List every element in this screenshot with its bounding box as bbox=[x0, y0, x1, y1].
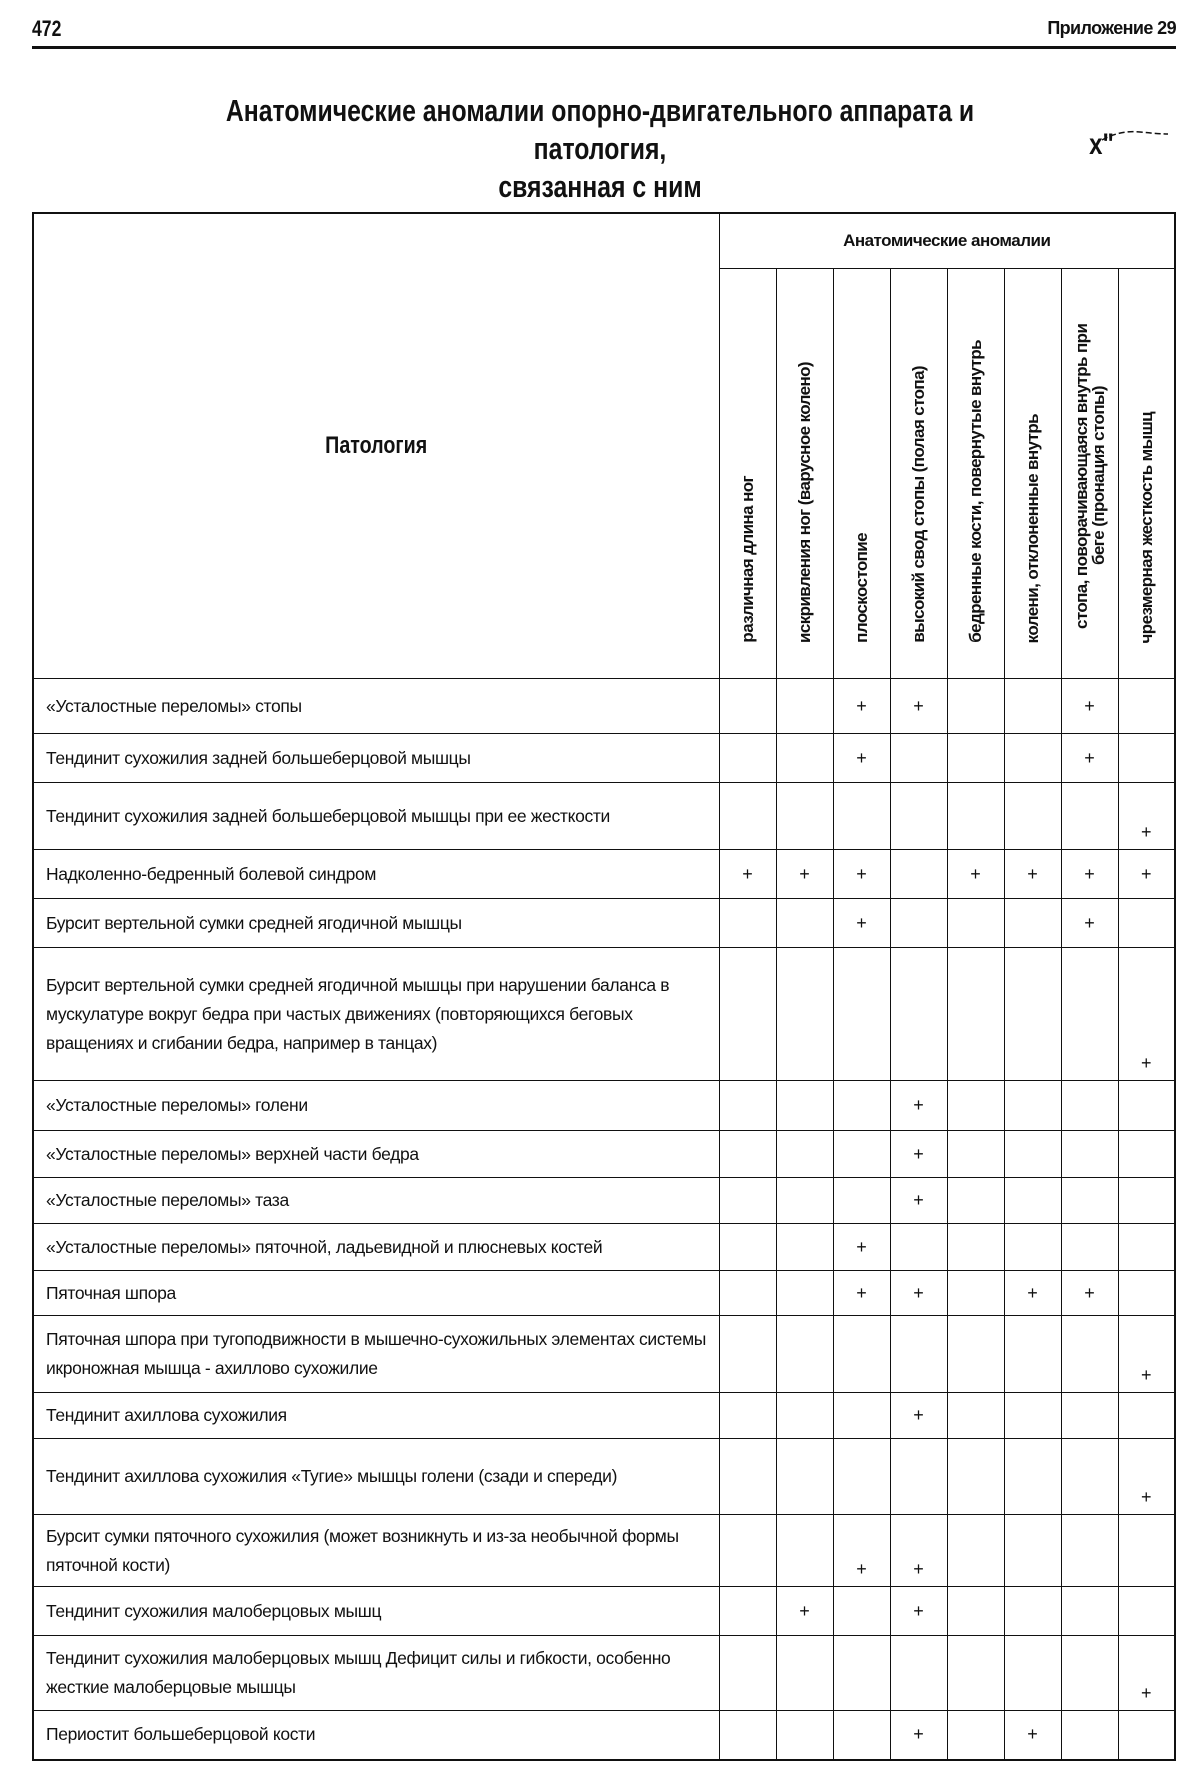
mark-cell bbox=[776, 1393, 833, 1439]
plus-mark: + bbox=[913, 1283, 924, 1303]
pathology-cell: Тендинит сухожилия задней большеберцовой мышцы при ее жесткости bbox=[33, 783, 719, 850]
mark-cell bbox=[947, 1316, 1004, 1393]
mark-cell bbox=[1061, 899, 1118, 948]
mark-cell bbox=[1004, 948, 1061, 1081]
mark-cell bbox=[1061, 1271, 1118, 1316]
plus-mark: + bbox=[913, 1559, 924, 1579]
mark-cell bbox=[1004, 850, 1061, 899]
mark-cell bbox=[719, 1393, 776, 1439]
mark-cell bbox=[890, 1393, 947, 1439]
plus-mark: + bbox=[1084, 913, 1095, 933]
column-header bbox=[947, 269, 1004, 679]
plus-mark: + bbox=[1084, 696, 1095, 716]
mark-cell bbox=[776, 783, 833, 850]
mark-cell bbox=[719, 1316, 776, 1393]
mark-cell bbox=[776, 948, 833, 1081]
plus-mark: + bbox=[1084, 748, 1095, 768]
mark-cell bbox=[1061, 948, 1118, 1081]
mark-cell bbox=[833, 1081, 890, 1131]
table-row bbox=[33, 783, 1175, 850]
column-header-label: стопа, поворачивающаяся внутрь при беге (пронация стопы) bbox=[1073, 269, 1107, 673]
pathology-cell: Тендинит сухожилия малоберцовых мышц Дефицит силы и гибкости, особенно жесткие малоберцовые мышцы bbox=[33, 1636, 719, 1711]
mark-cell bbox=[776, 1131, 833, 1178]
mark-cell bbox=[947, 899, 1004, 948]
mark-cell bbox=[776, 1271, 833, 1316]
mark-cell bbox=[776, 899, 833, 948]
plus-mark: + bbox=[970, 864, 981, 884]
plus-mark: + bbox=[856, 696, 867, 716]
plus-mark: + bbox=[799, 1601, 810, 1621]
header-rule bbox=[32, 46, 1176, 49]
mark-cell bbox=[1004, 1224, 1061, 1271]
mark-cell bbox=[947, 1393, 1004, 1439]
plus-mark: + bbox=[913, 1601, 924, 1621]
mark-cell bbox=[719, 1224, 776, 1271]
plus-mark: + bbox=[1027, 1724, 1038, 1744]
mark-cell bbox=[890, 734, 947, 783]
mark-cell bbox=[776, 679, 833, 734]
mark-cell bbox=[1118, 899, 1175, 948]
column-header-label: искривления ног (варусное колено) bbox=[796, 322, 813, 673]
mark-cell bbox=[833, 850, 890, 899]
mark-cell bbox=[833, 783, 890, 850]
mark-cell bbox=[1118, 1393, 1175, 1439]
plus-mark: + bbox=[913, 1405, 924, 1425]
mark-cell bbox=[833, 1178, 890, 1224]
mark-cell bbox=[1004, 1439, 1061, 1515]
mark-cell bbox=[1061, 1081, 1118, 1131]
mark-cell bbox=[1004, 1587, 1061, 1636]
mark-cell bbox=[776, 850, 833, 899]
mark-cell bbox=[776, 734, 833, 783]
mark-cell bbox=[1061, 783, 1118, 850]
pathology-header: Патология bbox=[95, 213, 658, 679]
plus-mark: + bbox=[856, 913, 867, 933]
mark-cell bbox=[776, 1587, 833, 1636]
mark-cell bbox=[947, 1711, 1004, 1760]
mark-cell bbox=[890, 948, 947, 1081]
mark-cell bbox=[1004, 1131, 1061, 1178]
plus-mark: + bbox=[856, 1237, 867, 1257]
mark-cell bbox=[890, 899, 947, 948]
mark-cell bbox=[947, 948, 1004, 1081]
plus-mark: + bbox=[1141, 1053, 1152, 1073]
table-row bbox=[33, 948, 1175, 1081]
mark-cell bbox=[890, 1439, 947, 1515]
mark-cell bbox=[947, 734, 1004, 783]
mark-cell bbox=[890, 679, 947, 734]
mark-cell bbox=[1004, 1316, 1061, 1393]
mark-cell bbox=[947, 1178, 1004, 1224]
pathology-cell: Тендинит ахиллова сухожилия bbox=[33, 1393, 719, 1439]
table-row bbox=[33, 679, 1175, 734]
mark-cell bbox=[890, 1587, 947, 1636]
mark-cell bbox=[719, 1131, 776, 1178]
mark-cell bbox=[1061, 1393, 1118, 1439]
mark-cell bbox=[947, 1587, 1004, 1636]
mark-cell bbox=[1118, 734, 1175, 783]
title-line-1: Анатомические аномалии опорно-двигательного аппарата и патология, bbox=[200, 92, 1000, 168]
mark-cell bbox=[833, 1515, 890, 1587]
mark-cell bbox=[1004, 1711, 1061, 1760]
page-number: 472 bbox=[32, 16, 61, 42]
mark-cell bbox=[833, 1316, 890, 1393]
pathology-cell: «Усталостные переломы» таза bbox=[33, 1178, 719, 1224]
mark-cell bbox=[776, 1316, 833, 1393]
mark-cell bbox=[1118, 1515, 1175, 1587]
mark-cell bbox=[890, 1636, 947, 1711]
column-header-label: плоскостопие bbox=[853, 493, 870, 673]
page-title bbox=[200, 92, 1000, 206]
table-row bbox=[33, 1224, 1175, 1271]
column-header bbox=[1118, 269, 1175, 679]
column-header-label: высокий свод стопы (полая стопа) bbox=[910, 326, 927, 673]
mark-cell bbox=[890, 1081, 947, 1131]
pathology-cell: Тендинит ахиллова сухожилия «Тугие» мышцы голени (сзади и спереди) bbox=[33, 1439, 719, 1515]
mark-cell bbox=[947, 1081, 1004, 1131]
mark-cell bbox=[947, 1271, 1004, 1316]
mark-cell bbox=[1118, 1636, 1175, 1711]
plus-mark: + bbox=[856, 748, 867, 768]
mark-cell bbox=[833, 1271, 890, 1316]
mark-cell bbox=[947, 1224, 1004, 1271]
mark-cell bbox=[776, 1711, 833, 1760]
mark-cell bbox=[719, 1711, 776, 1760]
pathology-cell: Тендинит сухожилия задней большеберцовой мышцы bbox=[33, 734, 719, 783]
mark-cell bbox=[1118, 850, 1175, 899]
mark-cell bbox=[947, 783, 1004, 850]
mark-cell bbox=[890, 1131, 947, 1178]
mark-cell bbox=[890, 1711, 947, 1760]
mark-cell bbox=[833, 1393, 890, 1439]
pathology-cell: Пяточная шпора при тугоподвижности в мышечно-сухожильных элементах системы икроножная мышца - ахиллово сухожилие bbox=[33, 1316, 719, 1393]
mark-cell bbox=[1118, 1178, 1175, 1224]
table-row bbox=[33, 1711, 1175, 1760]
mark-cell bbox=[719, 783, 776, 850]
mark-cell bbox=[1061, 1439, 1118, 1515]
column-header-label: чрезмерная жесткость мышц bbox=[1138, 372, 1155, 673]
mark-cell bbox=[1061, 734, 1118, 783]
mark-cell bbox=[719, 1515, 776, 1587]
table-row bbox=[33, 1178, 1175, 1224]
plus-mark: + bbox=[913, 1095, 924, 1115]
table-row bbox=[33, 1131, 1175, 1178]
column-header bbox=[890, 269, 947, 679]
mark-cell bbox=[833, 679, 890, 734]
mark-cell bbox=[833, 899, 890, 948]
plus-mark: + bbox=[1141, 1683, 1152, 1703]
plus-mark: + bbox=[1141, 822, 1152, 842]
mark-cell bbox=[947, 1636, 1004, 1711]
mark-cell bbox=[719, 1271, 776, 1316]
mark-cell bbox=[1118, 1316, 1175, 1393]
mark-cell bbox=[1118, 1081, 1175, 1131]
column-header bbox=[833, 269, 890, 679]
mark-cell bbox=[833, 1587, 890, 1636]
plus-mark: + bbox=[1027, 864, 1038, 884]
column-header-label: бедренные кости, повернутые внутрь bbox=[967, 300, 984, 673]
mark-cell bbox=[719, 1587, 776, 1636]
table-row bbox=[33, 1393, 1175, 1439]
plus-mark: + bbox=[913, 696, 924, 716]
mark-cell bbox=[1004, 734, 1061, 783]
column-header bbox=[1061, 269, 1118, 679]
pathology-cell: «Усталостные переломы» верхней части бедра bbox=[33, 1131, 719, 1178]
mark-cell bbox=[719, 1439, 776, 1515]
margin-mark: x" bbox=[1089, 128, 1114, 162]
mark-cell bbox=[890, 1178, 947, 1224]
mark-cell bbox=[833, 1131, 890, 1178]
mark-cell bbox=[776, 1178, 833, 1224]
plus-mark: + bbox=[1027, 1283, 1038, 1303]
plus-mark: + bbox=[799, 864, 810, 884]
mark-cell bbox=[719, 948, 776, 1081]
table-row bbox=[33, 1316, 1175, 1393]
mark-cell bbox=[1118, 1711, 1175, 1760]
mark-cell bbox=[719, 850, 776, 899]
column-header-label: колени, отклоненные внутрь bbox=[1024, 374, 1041, 673]
mark-cell bbox=[1118, 1131, 1175, 1178]
mark-cell bbox=[1118, 679, 1175, 734]
mark-cell bbox=[947, 1439, 1004, 1515]
plus-mark: + bbox=[1141, 1365, 1152, 1385]
mark-cell bbox=[1004, 1271, 1061, 1316]
mark-cell bbox=[1004, 899, 1061, 948]
margin-squiggle-icon bbox=[1100, 128, 1170, 142]
pathology-cell: Периостит большеберцовой кости bbox=[33, 1711, 719, 1760]
mark-cell bbox=[1061, 1587, 1118, 1636]
mark-cell bbox=[833, 948, 890, 1081]
pathology-cell: Бурсит сумки пяточного сухожилия (может возникнуть и из-за необычной формы пяточной кости) bbox=[33, 1515, 719, 1587]
title-line-2: связанная с ним bbox=[200, 168, 1000, 206]
mark-cell bbox=[1004, 1178, 1061, 1224]
plus-mark: + bbox=[1084, 864, 1095, 884]
mark-cell bbox=[1118, 1224, 1175, 1271]
plus-mark: + bbox=[913, 1144, 924, 1164]
mark-cell bbox=[890, 1515, 947, 1587]
column-header bbox=[776, 269, 833, 679]
mark-cell bbox=[719, 899, 776, 948]
mark-cell bbox=[1004, 1081, 1061, 1131]
mark-cell bbox=[1061, 850, 1118, 899]
mark-cell bbox=[833, 734, 890, 783]
mark-cell bbox=[1061, 1178, 1118, 1224]
mark-cell bbox=[1118, 1587, 1175, 1636]
mark-cell bbox=[1118, 1271, 1175, 1316]
mark-cell bbox=[833, 1711, 890, 1760]
mark-cell bbox=[1004, 679, 1061, 734]
column-header-label: различная длина ног bbox=[739, 436, 756, 673]
mark-cell bbox=[719, 1178, 776, 1224]
mark-cell bbox=[719, 1636, 776, 1711]
mark-cell bbox=[890, 1224, 947, 1271]
pathology-cell: Надколенно-бедренный болевой синдром bbox=[33, 850, 719, 899]
plus-mark: + bbox=[1084, 1283, 1095, 1303]
pathology-cell: Тендинит сухожилия малоберцовых мышц bbox=[33, 1587, 719, 1636]
mark-cell bbox=[947, 1515, 1004, 1587]
pathology-cell: «Усталостные переломы» стопы bbox=[33, 679, 719, 734]
mark-cell bbox=[1061, 1316, 1118, 1393]
mark-cell bbox=[1061, 1711, 1118, 1760]
plus-mark: + bbox=[913, 1190, 924, 1210]
mark-cell bbox=[1004, 783, 1061, 850]
anomalies-group-header: Анатомические аномалии bbox=[719, 213, 1175, 269]
pathology-cell: «Усталостные переломы» голени bbox=[33, 1081, 719, 1131]
table-row bbox=[33, 1439, 1175, 1515]
mark-cell bbox=[890, 850, 947, 899]
mark-cell bbox=[1004, 1636, 1061, 1711]
table-row bbox=[33, 1081, 1175, 1131]
mark-cell bbox=[719, 679, 776, 734]
mark-cell bbox=[890, 1271, 947, 1316]
table-row bbox=[33, 1515, 1175, 1587]
mark-cell bbox=[1118, 1439, 1175, 1515]
mark-cell bbox=[776, 1439, 833, 1515]
plus-mark: + bbox=[1141, 1487, 1152, 1507]
mark-cell bbox=[1118, 783, 1175, 850]
mark-cell bbox=[947, 1131, 1004, 1178]
mark-cell bbox=[890, 1316, 947, 1393]
plus-mark: + bbox=[856, 1283, 867, 1303]
mark-cell bbox=[719, 734, 776, 783]
mark-cell bbox=[1118, 948, 1175, 1081]
column-header bbox=[719, 269, 776, 679]
pathology-cell: Пяточная шпора bbox=[33, 1271, 719, 1316]
table-row bbox=[33, 1636, 1175, 1711]
pathology-cell: Бурсит вертельной сумки средней ягодичной мышцы при нарушении баланса в мускулатуре вокруг бедра при частых движениях (повторяющихся беговых вращениях и сгибании бедра, например в танцах) bbox=[33, 948, 719, 1081]
table-row bbox=[33, 899, 1175, 948]
plus-mark: + bbox=[913, 1724, 924, 1744]
plus-mark: + bbox=[856, 864, 867, 884]
mark-cell bbox=[833, 1636, 890, 1711]
anomalies-table bbox=[32, 212, 1176, 1761]
column-header bbox=[1004, 269, 1061, 679]
table-row bbox=[33, 734, 1175, 783]
mark-cell bbox=[890, 783, 947, 850]
section-label: Приложение 29 bbox=[1047, 18, 1176, 39]
plus-mark: + bbox=[1141, 864, 1152, 884]
table-row bbox=[33, 1587, 1175, 1636]
mark-cell bbox=[1004, 1515, 1061, 1587]
mark-cell bbox=[1061, 679, 1118, 734]
mark-cell bbox=[1061, 1515, 1118, 1587]
mark-cell bbox=[776, 1636, 833, 1711]
mark-cell bbox=[833, 1439, 890, 1515]
table-row bbox=[33, 1271, 1175, 1316]
mark-cell bbox=[776, 1515, 833, 1587]
mark-cell bbox=[776, 1224, 833, 1271]
plus-mark: + bbox=[742, 864, 753, 884]
mark-cell bbox=[1061, 1131, 1118, 1178]
mark-cell bbox=[1004, 1393, 1061, 1439]
pathology-cell: Бурсит вертельной сумки средней ягодичной мышцы bbox=[33, 899, 719, 948]
plus-mark: + bbox=[856, 1559, 867, 1579]
mark-cell bbox=[1061, 1636, 1118, 1711]
mark-cell bbox=[947, 850, 1004, 899]
table-row bbox=[33, 850, 1175, 899]
mark-cell bbox=[947, 679, 1004, 734]
mark-cell bbox=[776, 1081, 833, 1131]
mark-cell bbox=[1061, 1224, 1118, 1271]
mark-cell bbox=[833, 1224, 890, 1271]
pathology-cell: «Усталостные переломы» пяточной, ладьевидной и плюсневых костей bbox=[33, 1224, 719, 1271]
mark-cell bbox=[719, 1081, 776, 1131]
